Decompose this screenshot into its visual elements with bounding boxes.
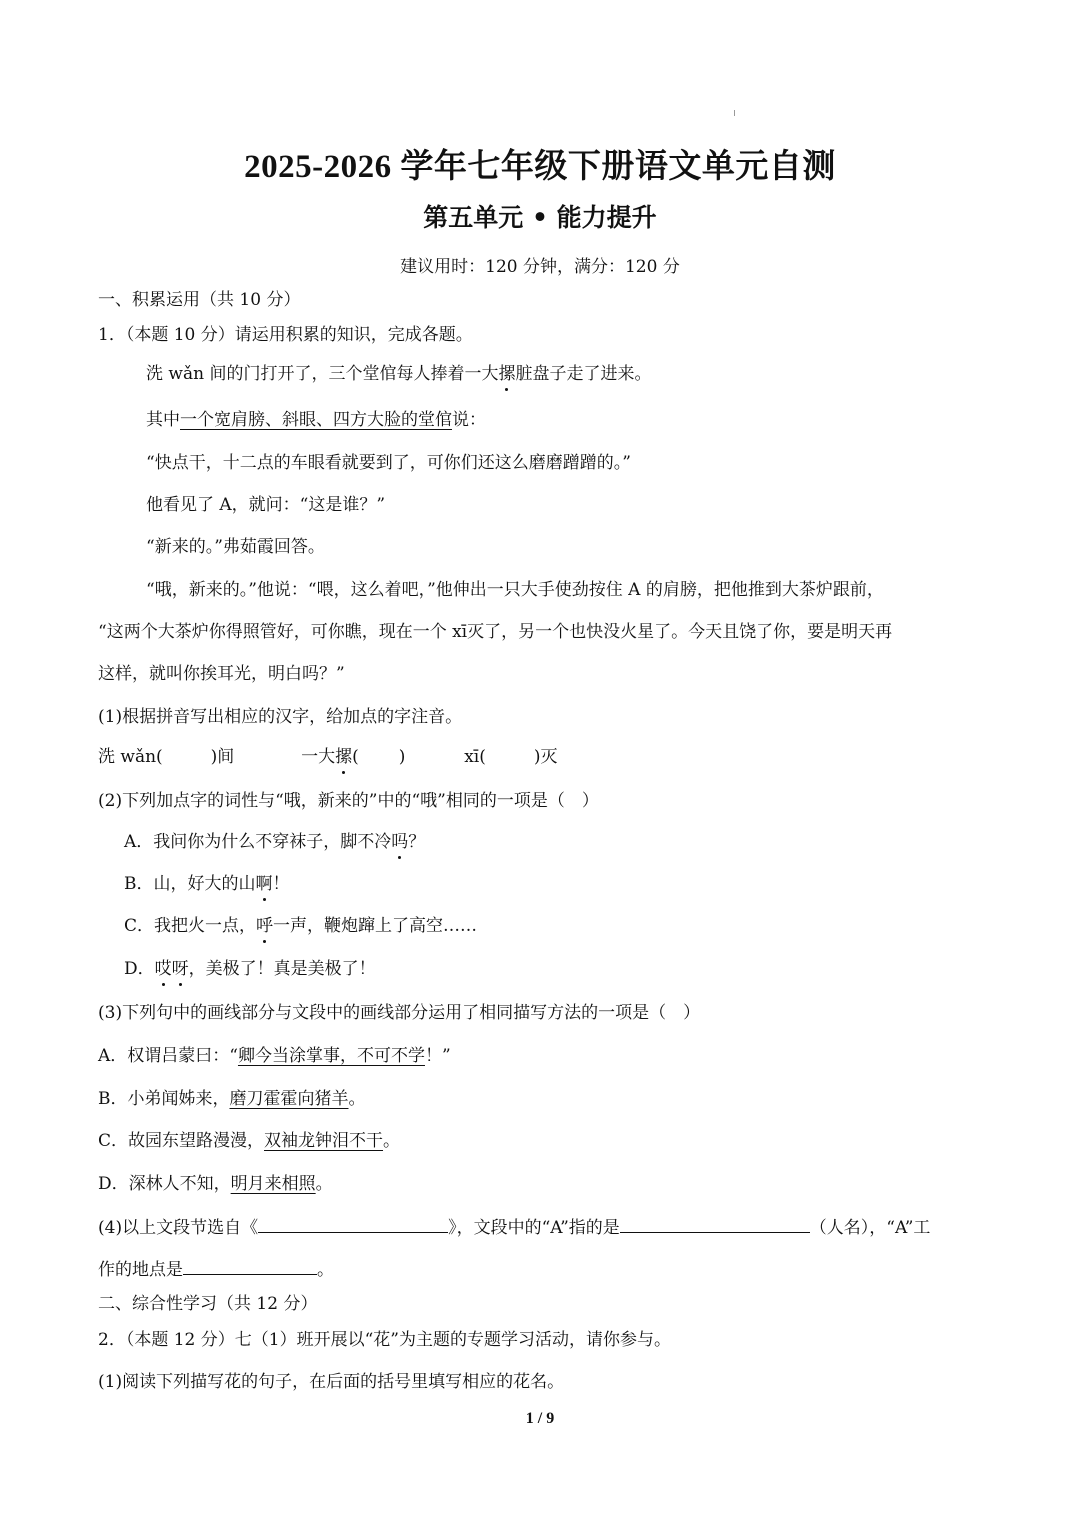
pinyin-item-text: )灭 — [533, 747, 558, 767]
sub2-option-a[interactable] — [124, 830, 982, 854]
option-text: D． — [124, 959, 155, 979]
time-and-score: 建议用时：120 分钟，满分：120 分 — [400, 257, 680, 277]
emphasis-dot-char: 摞 — [498, 364, 516, 384]
underlined-phrase: 卿今当涂掌事，不可不学 — [237, 1046, 425, 1066]
underlined-phrase: 磨刀霍霍向猪羊 — [229, 1089, 349, 1109]
question-text: 》，文段中的“A”指的是 — [448, 1218, 620, 1238]
option-text: ！” — [424, 1046, 451, 1066]
sub3-option-a[interactable] — [98, 1044, 982, 1068]
passage-line-7: “这两个大茶炉你得照管好，可你瞧，现在一个 xī灭了，另一个也快没火星了。今天且饶了你，要是明天再 — [98, 622, 893, 642]
passage-line-4: 他看见了 A，就问：“这是谁？” — [146, 495, 386, 515]
sub1-prompt: (1)根据拼音写出相应的汉字，给加点的字注音。 — [98, 707, 463, 727]
pinyin-item-text: xī( — [464, 747, 486, 767]
sub3-option-c[interactable] — [98, 1129, 982, 1153]
underlined-phrase: 明月来相照 — [230, 1174, 316, 1194]
option-text: ，美极了！真是美极了！ — [188, 959, 376, 979]
fill-blank-book-title[interactable] — [258, 1214, 448, 1233]
emphasis-dot-char: 呀 — [171, 959, 189, 979]
option-text: C．我把火一点， — [124, 916, 257, 936]
question-text: 作的地点是 — [98, 1260, 183, 1280]
section2-heading: 二、综合性学习（共 12 分） — [98, 1294, 318, 1314]
q1-intro: 1．（本题 10 分）请运用积累的知识，完成各题。 — [98, 325, 473, 345]
option-text: D．深林人不知， — [98, 1174, 231, 1194]
option-text: B．山，好大的山 — [124, 874, 256, 894]
bracket: ) — [398, 747, 406, 767]
option-text: 。 — [315, 1174, 333, 1194]
sub2-option-b[interactable] — [124, 872, 982, 896]
page-title: 2025-2026 学年七年级下册语文单元自测 — [244, 149, 836, 185]
passage-line-6: “哦，新来的。”他说：“喂，这么着吧，”他伸出一只大手使劲按住 A 的肩膀，把他推到大茶炉跟前， — [146, 580, 884, 600]
option-text: 。 — [348, 1089, 366, 1109]
sub4-line-2 — [98, 1256, 982, 1282]
passage-line-5: “新来的。”弗茹霞回答。 — [146, 537, 325, 557]
sub4-line-1 — [98, 1214, 982, 1240]
passage-line-8: 这样，就叫你挨耳光，明白吗？” — [98, 664, 345, 684]
option-text: ！ — [272, 874, 290, 894]
question-text: (4)以上文段节选自《 — [98, 1218, 259, 1238]
sub3-option-b[interactable] — [98, 1087, 982, 1111]
sub2-option-d[interactable] — [124, 957, 982, 981]
option-text: A．权谓吕蒙曰：“ — [98, 1046, 238, 1066]
underlined-phrase: 双袖龙钟泪不干 — [264, 1131, 384, 1151]
sub2-prompt: (2)下列加点字的词性与“哦，新来的”中的“哦”相同的一项是（ ） — [98, 791, 599, 811]
emphasis-dot-char: 吗 — [391, 832, 409, 852]
q2-intro: 2．（本题 12 分）七（1）班开展以“花”为主题的专题学习活动，请你参与。 — [98, 1330, 671, 1350]
pinyin-item-text: 一大 — [301, 747, 336, 767]
option-text: A．我问你为什么不穿袜子，脚不冷 — [124, 832, 392, 852]
scan-mark — [734, 110, 735, 116]
passage-text: 洗 wǎn 间的门打开了，三个堂倌每人捧着一大 — [146, 364, 499, 384]
passage-text: 说： — [452, 410, 486, 430]
page-subtitle: 第五单元 • 能力提升 — [423, 203, 657, 232]
sub1-answers — [98, 745, 982, 769]
question-text: 。 — [317, 1260, 334, 1280]
fill-blank-workplace[interactable] — [183, 1256, 317, 1275]
sub2-option-c[interactable] — [124, 914, 982, 938]
option-text: ？ — [408, 832, 426, 852]
option-text: B．小弟闻姊来， — [98, 1089, 230, 1109]
underlined-description: 一个宽肩膀、斜眼、四方大脸的堂倌 — [180, 410, 452, 430]
sub3-option-d[interactable] — [98, 1172, 982, 1196]
sub3-prompt: (3)下列句中的画线部分与文段中的画线部分运用了相同描写方法的一项是（ ） — [98, 1003, 701, 1023]
bracket: ( — [352, 747, 359, 767]
passage-line-3: “快点干，十二点的车眼看就要到了，可你们还这么磨磨蹭蹭的。” — [146, 453, 631, 473]
option-text: 。 — [383, 1131, 401, 1151]
pinyin-item-text: )间 — [210, 747, 235, 767]
passage-line-1 — [146, 362, 982, 386]
page-number: 1 / 9 — [525, 1410, 555, 1427]
emphasis-dot-char: 呼 — [256, 916, 274, 936]
option-text: 一声，鞭炮蹿上了高空…… — [273, 916, 478, 936]
fill-blank-name[interactable] — [620, 1214, 810, 1233]
passage-text: 其中 — [146, 410, 180, 430]
emphasis-dot-char: 摞 — [335, 747, 353, 767]
pinyin-item-text: 洗 wǎn( — [98, 747, 163, 767]
passage-line-2 — [146, 408, 982, 432]
emphasis-dot-char: 哎 — [154, 959, 172, 979]
q2-sub1-prompt: (1)阅读下列描写花的句子，在后面的括号里填写相应的花名。 — [98, 1372, 565, 1392]
emphasis-dot-char: 啊 — [255, 874, 273, 894]
question-text: （人名），“A”工 — [809, 1218, 931, 1238]
option-text: C．故园东望路漫漫， — [98, 1131, 265, 1151]
passage-text: 脏盘子走了进来。 — [515, 364, 652, 384]
section1-heading: 一、积累运用（共 10 分） — [98, 290, 301, 310]
